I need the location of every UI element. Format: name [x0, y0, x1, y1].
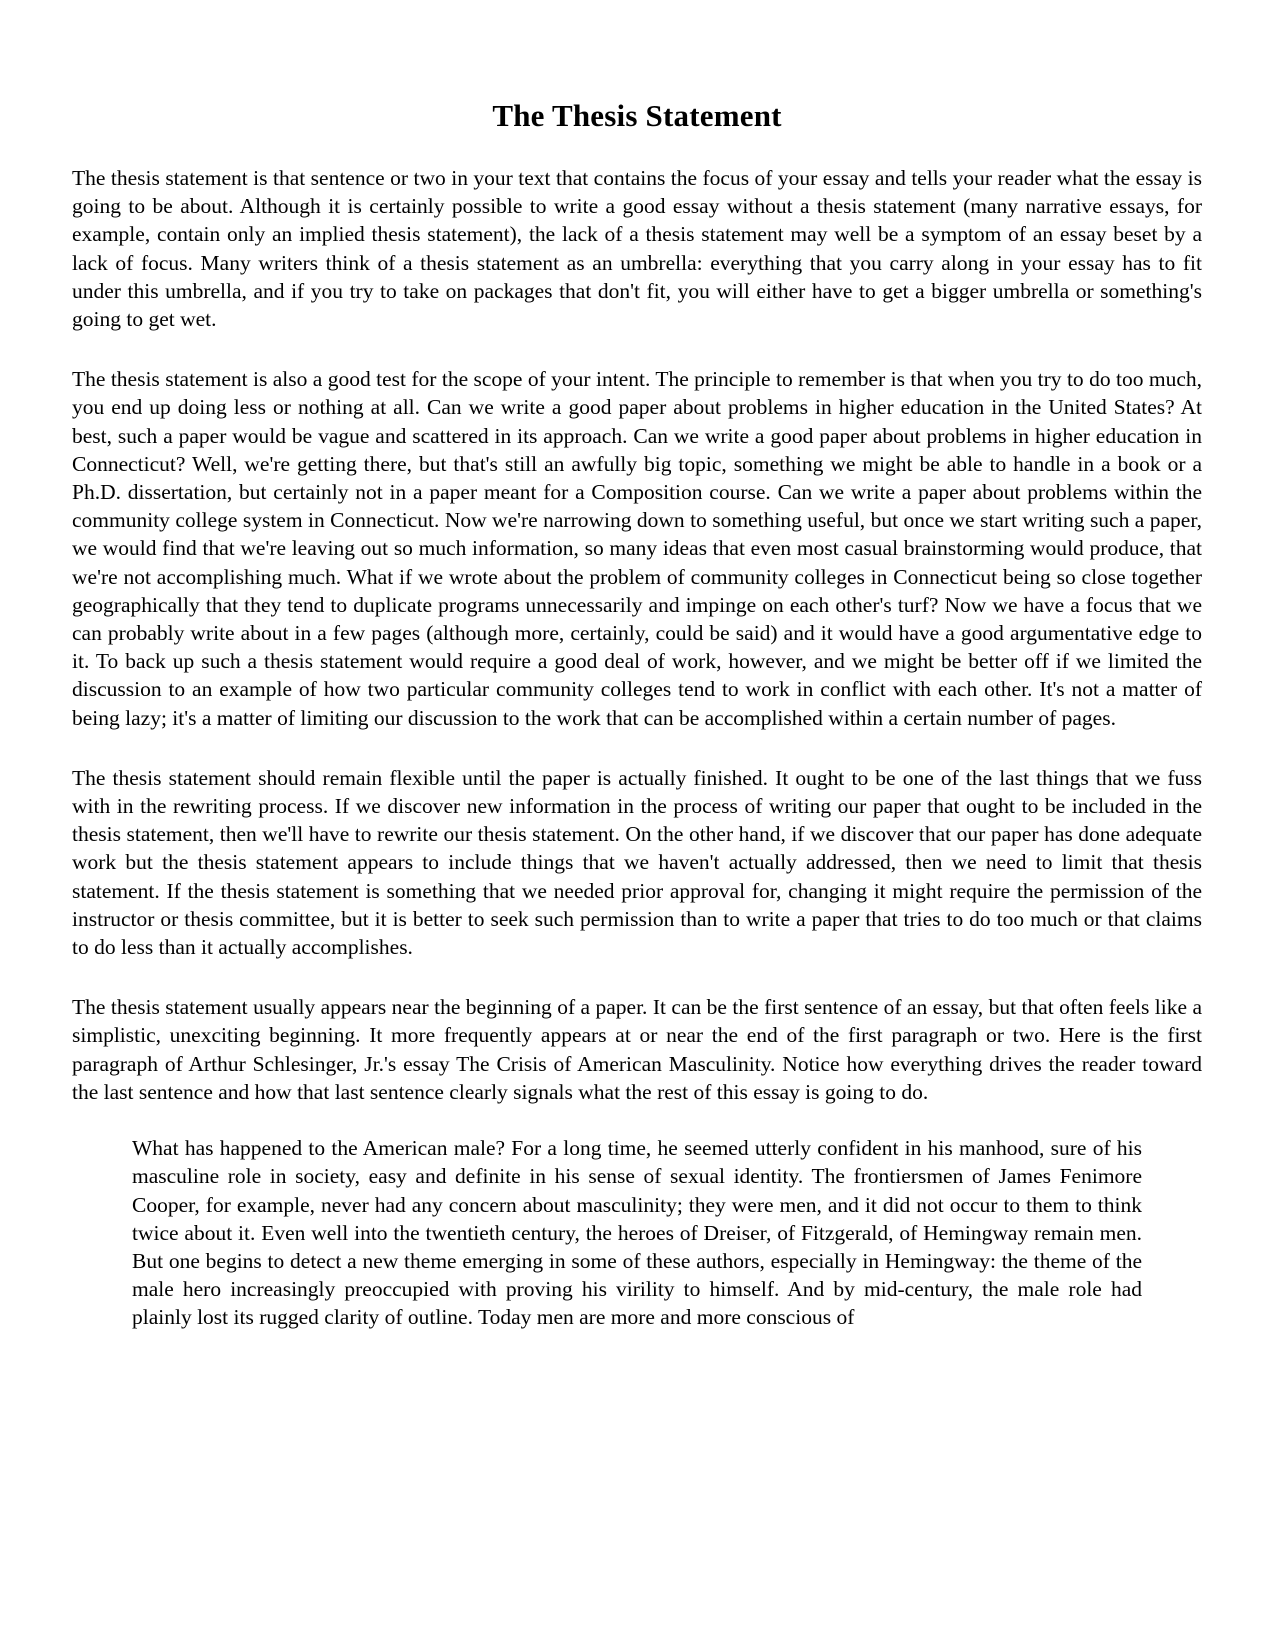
- page-title: The Thesis Statement: [492, 98, 782, 133]
- spacer: [72, 134, 1202, 164]
- document-content: [72, 0, 1202, 1332]
- blockquote-schlesinger-excerpt: What has happened to the American male? For a long time, he seemed utterly confident in his manhood, sure of his masculine role in society, easy and definite in his sense of sexual identity. The frontiersmen of James Fenimore Cooper, for example, never had any concern about masculinity; they were men, and it did not occur to them to think twice about it. Even well into the twentieth century, the heroes of Dreiser, of Fitzgerald, of Hemingway remain men. But one begins to detect a new theme emerging in some of these authors, especially in Hemingway: the theme of the male hero increasingly preoccupied with proving his virility to himself. And by mid-century, the male role had plainly lost its rugged clarity of outline. Today men are more and more conscious of: [132, 1136, 1142, 1330]
- body-paragraph-3: The thesis statement should remain flexible until the paper is actually finished. It ought to be one of the last things that we fuss with in the rewriting process. If we discover new information in the process of writing our paper that ought to be included in the thesis statement, then we'll have to rewrite our thesis statement. On the other hand, if we discover that our paper has done adequate work but the thesis statement appears to include things that we haven't actually addressed, then we need to limit that thesis statement. If the thesis statement is something that we needed prior approval for, changing it might require the permission of the instructor or thesis committee, but it is better to seek such permission than to write a paper that tries to do too much or that claims to do less than it actually accomplishes.: [72, 765, 1202, 960]
- body-paragraph-1: The thesis statement is that sentence or two in your text that contains the focus of your essay and tells your reader what the essay is going to be about. Although it is certainly possible to write a good essay without a thesis statement (many narrative essays, for example, contain only an implied thesis statement), the lack of a thesis statement may well be a symptom of an essay beset by a lack of focus. Many writers think of a thesis statement as an umbrella: everything that you carry along in your essay has to fit under this umbrella, and if you try to take on packages that don't fit, you will either have to get a bigger umbrella or something's going to get wet.: [72, 166, 1202, 332]
- body-paragraph-4: The thesis statement usually appears near the beginning of a paper. It can be the first sentence of an essay, but that often feels like a simplistic, unexciting beginning. It more frequently appears at or near the end of the first paragraph or two. Here is the first paragraph of Arthur Schlesinger, Jr.'s essay The Crisis of American Masculinity. Notice how everything drives the reader toward the last sentence and how that last sentence clearly signals what the rest of this essay is going to do.: [72, 995, 1202, 1104]
- spacer: [72, 1106, 1202, 1134]
- spacer: [72, 961, 1202, 993]
- spacer: [72, 333, 1202, 365]
- spacer: [72, 732, 1202, 764]
- body-paragraph-2: The thesis statement is also a good test for the scope of your intent. The principle to remember is that when you try to do too much, you end up doing less or nothing at all. Can we write a good paper about problems in higher education in the United States? At best, such a paper would be vague and scattered in its approach. Can we write a good paper about problems in higher education in Connecticut? Well, we're getting there, but that's still an awfully big topic, something we might be able to handle in a book or a Ph.D. dissertation, but certainly not in a paper meant for a Composition course. Can we write a paper about problems within the community college system in Connecticut. Now we're narrowing down to something useful, but once we start writing such a paper, we would find that we're leaving out so much information, so many ideas that even most casual brainstorming would produce, that we're not accomplishing much. What if we wrote about the problem of community colleges in Connecticut being so close together geographically that they tend to duplicate programs unnecessarily and impinge on each other's turf? Now we have a focus that we can probably write about in a few pages (although more, certainly, could be said) and it would have a good argumentative edge to it. To back up such a thesis statement would require a good deal of work, however, and we might be better off if we limited the discussion to an example of how two particular community colleges tend to work in conflict with each other. It's not a matter of being lazy; it's a matter of limiting our discussion to the work that can be accomplished within a certain number of pages.: [72, 367, 1202, 730]
